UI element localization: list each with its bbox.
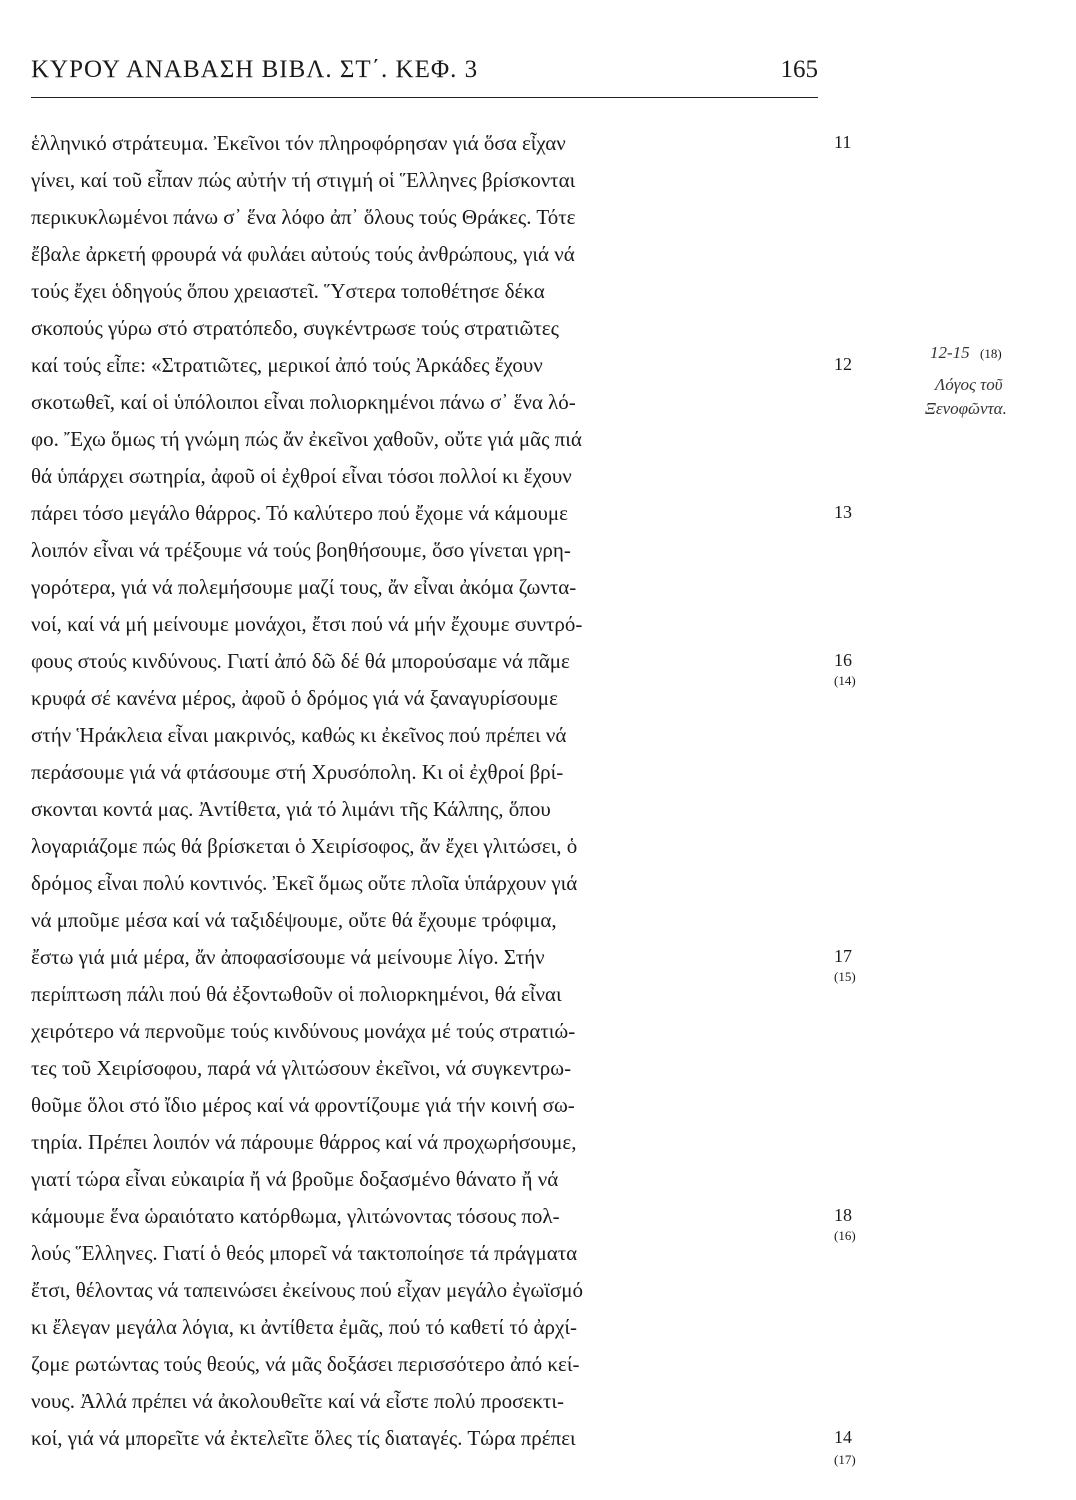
section-number: 11 <box>834 132 852 152</box>
side-note-ref-sub: (18) <box>980 346 1002 361</box>
text-line: στήν Ἡράκλεια εἶναι μακρινός, καθώς κι ἐκεῖνος πού πρέπει νά <box>31 723 567 747</box>
text-line: κοί, γιά νά μπορεῖτε νά ἐκτελεῖτε ὅλες τίς διαταγές. Τώρα πρέπει <box>31 1426 576 1450</box>
text-line: δρόμος εἶναι πολύ κοντινός. Ἐκεῖ ὅμως οὔτε πλοῖα ὑπάρχουν γιά <box>31 871 578 895</box>
text-line: τούς ἔχει ὁδηγούς ὅπου χρειαστεῖ. Ὕστερα τοποθέτησε δέκα <box>31 279 545 303</box>
side-note-line: Λόγος τοῦ <box>935 375 1003 394</box>
section-number: 18 <box>834 1205 852 1225</box>
text-line: θοῦμε ὅλοι στό ἴδιο μέρος καί νά φροντίζουμε γιά τήν κοινή σω- <box>31 1093 575 1117</box>
section-number: 17 <box>834 946 852 966</box>
section-number: 16 <box>834 650 852 670</box>
running-head-title: ΚΥΡΟΥ ΑΝΑΒΑΣΗ ΒΙΒΛ. ΣΤ΄. ΚΕΦ. 3 <box>31 56 479 83</box>
text-line: θά ὑπάρχει σωτηρία, ἀφοῦ οἱ ἐχθροί εἶναι τόσοι πολλοί κι ἔχουν <box>31 464 572 488</box>
text-line: ἔστω γιά μιά μέρα, ἄν ἀποφασίσουμε νά μείνουμε λίγο. Στήν <box>31 945 545 969</box>
text-line: γιατί τώρα εἶναι εὐκαιρία ἤ νά βροῦμε δοξασμένο θάνατο ἤ νά <box>31 1167 559 1191</box>
text-line: λούς Ἕλληνες. Γιατί ὁ θεός μπορεῖ νά τακτοποίησε τά πράγματα <box>31 1241 578 1265</box>
text-line: περικυκλωμένοι πάνω σ᾿ ἕνα λόφο ἀπ᾿ ὅλους τούς Θράκες. Τότε <box>31 205 576 229</box>
text-line: τες τοῦ Χειρίσοφου, παρά νά γλιτώσουν ἐκεῖνοι, νά συγκεντρω- <box>31 1056 572 1080</box>
section-subnumber: (15) <box>834 969 856 984</box>
section-subnumber: (14) <box>834 673 856 688</box>
section-number: 14 <box>834 1427 852 1447</box>
section-number: 12 <box>834 354 852 374</box>
side-note-ref: 12-15 <box>930 343 970 362</box>
text-line: ἑλληνικό στράτευμα. Ἐκεῖνοι τόν πληροφόρησαν γιά ὅσα εἶχαν <box>31 131 566 155</box>
text-line: γίνει, καί τοῦ εἶπαν πώς αὐτήν τή στιγμή οἱ Ἕλληνες βρίσκονται <box>31 168 576 192</box>
section-number: 13 <box>834 502 852 522</box>
text-line: φο. Ἔχω ὅμως τή γνώμη πώς ἄν ἐκεῖνοι χαθοῦν, οὔτε γιά μᾶς πιά <box>31 427 582 451</box>
text-line: κι ἔλεγαν μεγάλα λόγια, κι ἀντίθετα ἐμᾶς, πού τό καθετί τό ἀρχί- <box>31 1315 577 1339</box>
text-line: περίπτωση πάλι πού θά ἐξοντωθοῦν οἱ πολιορκημένοι, θά εἶναι <box>31 982 562 1006</box>
text-line: σκονται κοντά μας. Ἀντίθετα, γιά τό λιμάνι τῆς Κάλπης, ὅπου <box>31 797 551 821</box>
side-note-line: Ξενοφῶντα. <box>925 399 1007 418</box>
text-line: καί τούς εἶπε: «Στρατιῶτες, μερικοί ἀπό τούς Ἀρκάδες ἔχουν <box>31 353 543 377</box>
text-line: νά μποῦμε μέσα καί νά ταξιδέψουμε, οὔτε θά ἔχουμε τρόφιμα, <box>31 908 557 932</box>
section-subnumber: (17) <box>834 1452 856 1467</box>
text-line: ζομε ρωτώντας τούς θεούς, νά μᾶς δοξάσει περισσότερο ἀπό κεί- <box>31 1352 580 1376</box>
text-line: κάμουμε ἕνα ὡραιότατο κατόρθωμα, γλιτώνοντας τόσους πολ- <box>31 1204 560 1228</box>
text-line: φους στούς κινδύνους. Γιατί ἀπό δῶ δέ θά μπορούσαμε νά πᾶμε <box>31 649 570 673</box>
text-line: νοί, καί νά μή μείνουμε μονάχοι, ἔτσι πού νά μήν ἔχουμε συντρό- <box>31 612 583 636</box>
section-subnumber: (16) <box>834 1228 856 1243</box>
text-line: ἔτσι, θέλοντας νά ταπεινώσει ἐκείνους πού εἶχαν μεγάλο ἐγωϊσμό <box>31 1278 583 1302</box>
page-number: 165 <box>780 56 818 83</box>
text-line: σκοτωθεῖ, καί οἱ ὑπόλοιποι εἶναι πολιορκημένοι πάνω σ᾿ ἕνα λό- <box>31 390 576 414</box>
running-header <box>31 56 818 96</box>
text-line: λοιπόν εἶναι νά τρέξουμε νά τούς βοηθήσουμε, ὅσο γίνεται γρη- <box>31 538 571 562</box>
text-line: σκοπούς γύρω στό στρατόπεδο, συγκέντρωσε τούς στρατιῶτες <box>31 316 559 340</box>
text-line: περάσουμε γιά νά φτάσουμε στή Χρυσόπολη. Κι οἱ ἐχθροί βρί- <box>31 760 564 784</box>
text-line: χειρότερο νά περνοῦμε τούς κινδύνους μονάχα μέ τούς στρατιώ- <box>31 1019 576 1043</box>
text-line: λογαριάζομε πώς θά βρίσκεται ὁ Χειρίσοφος, ἄν ἔχει γλιτώσει, ὁ <box>31 834 578 858</box>
text-line: γορότερα, γιά νά πολεμήσουμε μαζί τους, ἄν εἶναι ἀκόμα ζωντα- <box>31 575 577 599</box>
text-line: πάρει τόσο μεγάλο θάρρος. Τό καλύτερο πού ἔχομε νά κάμουμε <box>31 501 568 525</box>
text-line: τηρία. Πρέπει λοιπόν νά πάρουμε θάρρος καί νά προχωρήσουμε, <box>31 1130 577 1154</box>
text-line: νους. Ἀλλά πρέπει νά ἀκολουθεῖτε καί νά εἶστε πολύ προσεκτι- <box>31 1389 564 1413</box>
text-line: κρυφά σέ κανένα μέρος, ἀφοῦ ὁ δρόμος γιά νά ξαναγυρίσουμε <box>31 686 558 710</box>
header-rule <box>31 97 818 98</box>
text-line: ἔβαλε ἀρκετή φρουρά νά φυλάει αὐτούς τούς ἀνθρώπους, γιά νά <box>31 242 575 266</box>
